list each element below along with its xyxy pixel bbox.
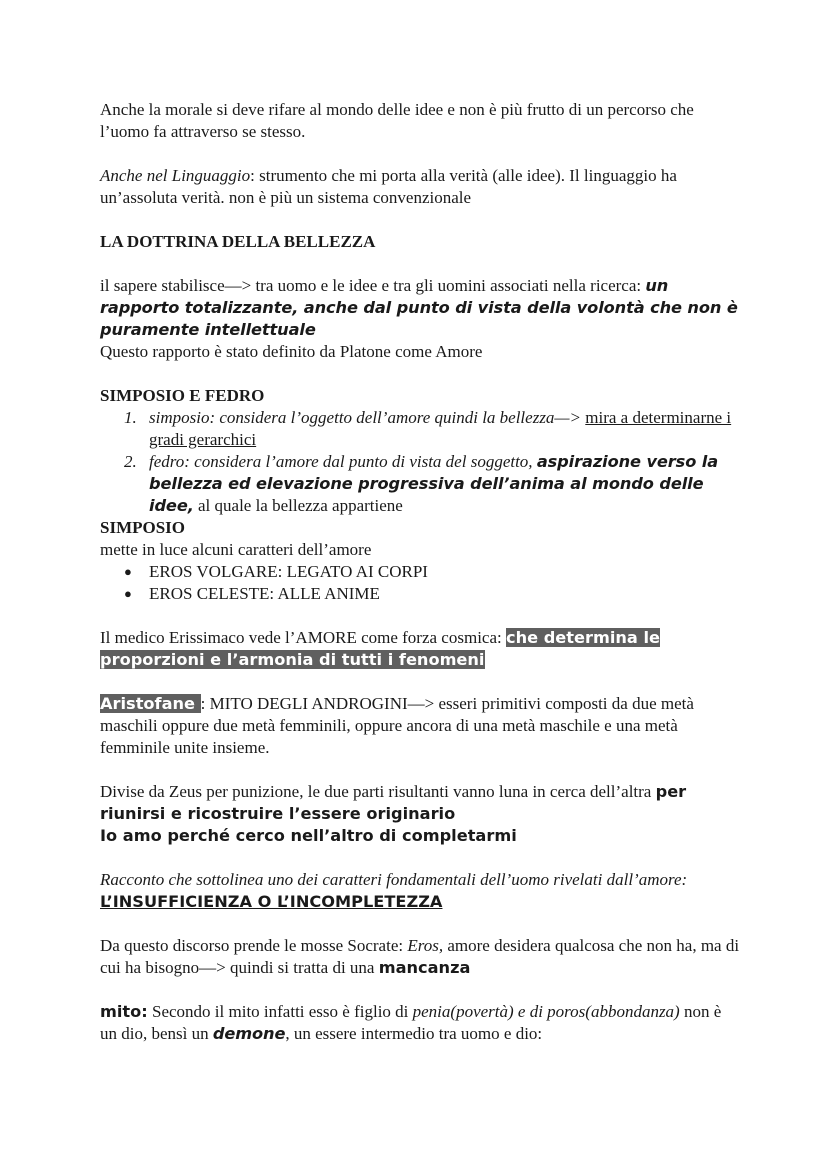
list-number: 1. <box>124 408 137 427</box>
list-item <box>100 561 740 583</box>
mito-genitori: penia(povertà) e di poros(abbondanza) <box>412 1002 680 1021</box>
paragraph-socrate <box>100 935 740 979</box>
linguaggio-label: Anche nel Linguaggio <box>100 166 251 185</box>
list-item <box>100 583 740 605</box>
socrate-text-1: Da questo discorso prende le mosse Socrate: <box>100 936 408 955</box>
list-item <box>100 451 740 517</box>
fedro-desc: fedro: considera l’amore dal punto di vista del soggetto, <box>149 452 537 471</box>
erissimaco-highlight: che determina le proporzioni e l’armonia di tutti i fenomeni <box>100 628 661 669</box>
mito-demone: demone <box>212 1024 286 1043</box>
sapere-text: il sapere stabilisce—> tra uomo e le idee e tra gli uomini associati nella ricerca: <box>100 276 646 295</box>
heading-simposio: SIMPOSIO <box>100 518 186 537</box>
paragraph-platone-amore: Questo rapporto è stato definito da Platone come Amore <box>100 342 483 361</box>
paragraph-aristofane <box>100 693 740 759</box>
bullet-icon: ● <box>124 586 132 601</box>
racconto-text: Racconto che sottolinea uno dei caratteri fondamentali dell’uomo rivelati dall’amore: <box>100 870 688 889</box>
paragraph-morale: Anche la morale si deve rifare al mondo delle idee e non è più frutto di un percorso che l’uomo fa attraverso se stesso. <box>100 100 694 141</box>
heading-dottrina-bellezza: LA DOTTRINA DELLA BELLEZZA <box>100 232 376 251</box>
fedro-emphasis: aspirazione verso la bellezza ed elevazione progressiva dell’anima al mondo delle idee, <box>149 452 719 515</box>
heading-simposio-fedro: SIMPOSIO E FEDRO <box>100 386 265 405</box>
simposio-desc: simposio: considera l’oggetto dell’amore quindi la bellezza—> <box>149 408 586 427</box>
paragraph-sapere <box>100 275 740 341</box>
paragraph-linguaggio <box>100 165 740 209</box>
list-number: 2. <box>124 452 137 471</box>
erissimaco-text: Il medico Erissimaco vede l’AMORE come forza cosmica: <box>100 628 506 647</box>
mito-label: mito: <box>100 1002 148 1021</box>
bullet-text: EROS VOLGARE: LEGATO AI CORPI <box>149 562 428 581</box>
socrate-mancanza: mancanza <box>378 958 471 977</box>
bullet-text: EROS CELESTE: ALLE ANIME <box>149 584 380 603</box>
racconto-emphasis: L’INSUFFICIENZA O L’INCOMPLETEZZA <box>100 892 443 911</box>
mito-text-3: , un essere intermedio tra uomo e dio: <box>285 1024 543 1043</box>
paragraph-mito <box>100 1001 740 1045</box>
mito-text-2: non è un dio, bensì un <box>100 1002 722 1043</box>
paragraph-erissimaco <box>100 627 740 671</box>
aristofane-text: : MITO DEGLI ANDROGINI—> esseri primitivi composti da due metà maschili oppure due metà femminili, oppure ancora di una metà maschile e una metà femminile unite insieme. <box>100 694 694 757</box>
numbered-list <box>100 407 740 517</box>
linguaggio-text: : strumento che mi porta alla verità (alle idee). Il linguaggio ha un’assoluta verità. non è più un sistema convenzionale <box>100 166 677 207</box>
list-item <box>100 407 740 451</box>
paragraph-racconto <box>100 869 740 913</box>
socrate-eros: Eros, <box>407 936 444 955</box>
mito-text-1: Secondo il mito infatti esso è figlio di <box>147 1002 413 1021</box>
paragraph-caratteri: mette in luce alcuni caratteri dell’amore <box>100 540 372 559</box>
socrate-text-2: amore desidera qualcosa che non ha, ma di cui ha bisogno—> quindi si tratta di una <box>100 936 740 977</box>
bullet-list <box>100 561 740 605</box>
fedro-rest: al quale la bellezza appartiene <box>193 496 403 515</box>
simposio-aim: mira a determinarne i gradi gerarchici <box>149 408 732 449</box>
document-body <box>100 99 740 1045</box>
paragraph-zeus <box>100 781 740 825</box>
sapere-emphasis: un rapporto totalizzante, anche dal punto di vista della volontà che non è puramente intellettuale <box>100 276 738 339</box>
paragraph-completarmi: Io amo perché cerco nell’altro di completarmi <box>100 826 517 845</box>
aristofane-highlight: Aristofane <box>100 694 201 713</box>
zeus-emphasis: per riunirsi e ricostruire l’essere originario <box>100 782 687 823</box>
zeus-text: Divise da Zeus per punizione, le due parti risultanti vanno luna in cerca dell’altra <box>100 782 656 801</box>
bullet-icon: ● <box>124 564 132 579</box>
